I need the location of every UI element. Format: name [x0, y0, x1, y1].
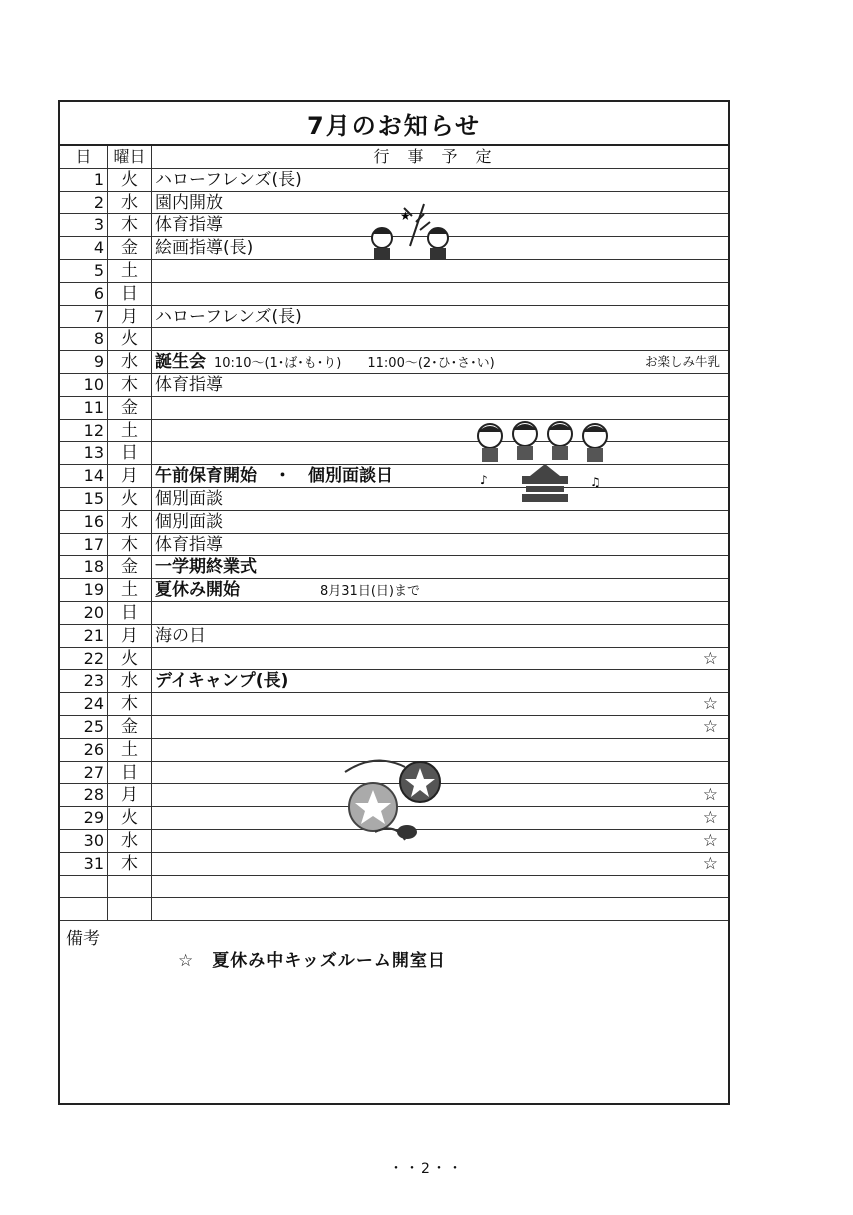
star-icon: ☆ — [702, 808, 718, 829]
weekday-cell: 水 — [108, 192, 152, 214]
day-cell: 22 — [60, 648, 108, 670]
table-row — [60, 328, 728, 351]
weekday-cell: 木 — [108, 853, 152, 875]
svg-text:♪: ♪ — [480, 473, 488, 487]
event-cell — [152, 511, 728, 533]
event-cell — [152, 397, 728, 419]
event-text: ハローフレンズ(長) — [155, 169, 302, 190]
event-time-note: 10:10～(1･ば･も･り) 11:00～(2･ひ･さ･い) — [214, 356, 495, 372]
day-cell: 2 — [60, 192, 108, 214]
weekday-cell: 日 — [108, 283, 152, 305]
event-cell — [152, 556, 728, 578]
star-icon: ☆ — [702, 694, 718, 715]
event-cell — [152, 602, 728, 624]
event-cell — [152, 306, 728, 328]
event-text: 絵画指導(長) — [155, 238, 254, 259]
table-row — [60, 169, 728, 192]
weekday-cell: 金 — [108, 237, 152, 259]
star-icon: ☆ — [702, 716, 718, 737]
table-header — [60, 146, 728, 169]
weekday-cell: 月 — [108, 784, 152, 806]
event-cell — [152, 670, 728, 692]
table-row — [60, 625, 728, 648]
event-text: 個別面談 — [155, 488, 223, 509]
event-cell — [152, 579, 728, 601]
day-cell: 27 — [60, 762, 108, 784]
page-title: 7月のお知らせ — [60, 102, 728, 146]
table-row — [60, 670, 728, 693]
table-row — [60, 716, 728, 739]
weekday-cell: 火 — [108, 807, 152, 829]
event-text: ハローフレンズ(長) — [155, 306, 302, 327]
remarks-section — [60, 918, 728, 1103]
event-text: 個別面談 — [155, 511, 223, 532]
table-row — [60, 442, 728, 465]
event-cell — [152, 283, 728, 305]
table-row — [60, 488, 728, 511]
weekday-cell: 水 — [108, 830, 152, 852]
weekday-cell: 火 — [108, 328, 152, 350]
event-extra-note: お楽しみ牛乳 — [644, 354, 720, 370]
day-cell: 23 — [60, 670, 108, 692]
weekday-cell: 火 — [108, 648, 152, 670]
event-text: 午前保育開始 ・ 個別面談日 — [155, 466, 393, 487]
event-cell — [152, 420, 728, 442]
event-cell — [152, 328, 728, 350]
remarks-label: 備考 — [66, 929, 100, 949]
weekday-cell: 月 — [108, 306, 152, 328]
day-cell: 17 — [60, 534, 108, 556]
event-cell — [152, 442, 728, 464]
weekday-cell: 火 — [108, 488, 152, 510]
event-cell — [152, 465, 728, 487]
schedule-sheet — [58, 100, 730, 1105]
event-time-note: 8月31日(日)まで — [320, 584, 420, 600]
day-cell: 14 — [60, 465, 108, 487]
header-events: 行事予定 — [373, 147, 510, 166]
table-row — [60, 306, 728, 329]
day-cell: 26 — [60, 739, 108, 761]
event-cell — [152, 488, 728, 510]
campfire-children-illustration — [470, 414, 620, 514]
table-row — [60, 648, 728, 671]
day-cell: 10 — [60, 374, 108, 396]
day-cell: 15 — [60, 488, 108, 510]
event-text: 体育指導 — [155, 215, 223, 236]
table-row — [60, 260, 728, 283]
event-cell — [152, 625, 728, 647]
day-cell: 9 — [60, 351, 108, 373]
table-row — [60, 534, 728, 557]
day-cell: 13 — [60, 442, 108, 464]
day-cell: 1 — [60, 169, 108, 191]
table-row — [60, 420, 728, 443]
weekday-cell: 土 — [108, 260, 152, 282]
event-cell — [152, 693, 728, 715]
day-cell: 7 — [60, 306, 108, 328]
table-row — [60, 602, 728, 625]
table-row — [60, 579, 728, 602]
event-text: デイキャンプ(長) — [155, 671, 289, 692]
svg-text:♫: ♫ — [590, 475, 601, 489]
weekday-cell: 木 — [108, 693, 152, 715]
remarks-text: ☆ 夏休み中キッズルーム開室日 — [178, 951, 446, 971]
star-icon: ☆ — [702, 853, 718, 874]
event-cell — [152, 260, 728, 282]
table-row — [60, 556, 728, 579]
tanabata-children-illustration — [360, 200, 460, 262]
weekday-cell: 日 — [108, 602, 152, 624]
day-cell: 25 — [60, 716, 108, 738]
star-icon: ☆ — [702, 785, 718, 806]
weekday-cell: 日 — [108, 442, 152, 464]
day-cell: 8 — [60, 328, 108, 350]
weekday-cell: 金 — [108, 556, 152, 578]
weekday-cell: 火 — [108, 169, 152, 191]
event-cell — [152, 374, 728, 396]
table-row — [60, 853, 728, 876]
event-text: 誕生会 — [155, 352, 206, 373]
weekday-cell: 木 — [108, 374, 152, 396]
event-cell — [152, 716, 728, 738]
event-cell — [152, 648, 728, 670]
event-text: 体育指導 — [155, 374, 223, 395]
weekday-cell: 金 — [108, 716, 152, 738]
morning-glory-illustration — [335, 752, 445, 847]
day-cell: 5 — [60, 260, 108, 282]
day-cell: 11 — [60, 397, 108, 419]
weekday-cell: 土 — [108, 420, 152, 442]
day-cell: 18 — [60, 556, 108, 578]
weekday-cell: 日 — [108, 762, 152, 784]
star-icon: ☆ — [702, 648, 718, 669]
day-cell: 24 — [60, 693, 108, 715]
event-text: 体育指導 — [155, 534, 223, 555]
day-cell: 30 — [60, 830, 108, 852]
day-cell: 6 — [60, 283, 108, 305]
weekday-cell: 水 — [108, 670, 152, 692]
day-cell: 31 — [60, 853, 108, 875]
table-row — [60, 351, 728, 374]
weekday-cell: 土 — [108, 739, 152, 761]
event-text: 園内開放 — [155, 192, 223, 213]
day-cell: 3 — [60, 214, 108, 236]
event-text: 夏休み開始 — [155, 580, 240, 601]
day-cell: 19 — [60, 579, 108, 601]
event-cell — [152, 534, 728, 556]
event-text: 一学期終業式 — [155, 557, 257, 578]
day-cell: 29 — [60, 807, 108, 829]
weekday-cell: 月 — [108, 625, 152, 647]
weekday-cell: 水 — [108, 351, 152, 373]
table-row — [60, 283, 728, 306]
weekday-cell: 土 — [108, 579, 152, 601]
table-row — [60, 465, 728, 488]
header-day: 日 — [60, 146, 108, 168]
day-cell: 4 — [60, 237, 108, 259]
event-cell — [152, 351, 728, 373]
weekday-cell: 金 — [108, 397, 152, 419]
event-cell — [152, 853, 728, 875]
event-cell — [152, 169, 728, 191]
table-row — [60, 693, 728, 716]
event-text: 海の日 — [155, 625, 206, 646]
weekday-cell: 木 — [108, 214, 152, 236]
table-row — [60, 374, 728, 397]
weekday-cell: 水 — [108, 511, 152, 533]
weekday-cell: 木 — [108, 534, 152, 556]
table-row — [60, 511, 728, 534]
page-number: ・・2・・ — [389, 1161, 464, 1177]
star-icon: ☆ — [702, 830, 718, 851]
header-weekday: 曜日 — [108, 146, 152, 168]
day-cell: 16 — [60, 511, 108, 533]
table-row — [60, 397, 728, 420]
day-cell: 21 — [60, 625, 108, 647]
day-cell: 28 — [60, 784, 108, 806]
day-cell: 20 — [60, 602, 108, 624]
table-row-blank — [60, 876, 728, 899]
weekday-cell: 月 — [108, 465, 152, 487]
day-cell: 12 — [60, 420, 108, 442]
svg-text:★: ★ — [400, 209, 411, 223]
